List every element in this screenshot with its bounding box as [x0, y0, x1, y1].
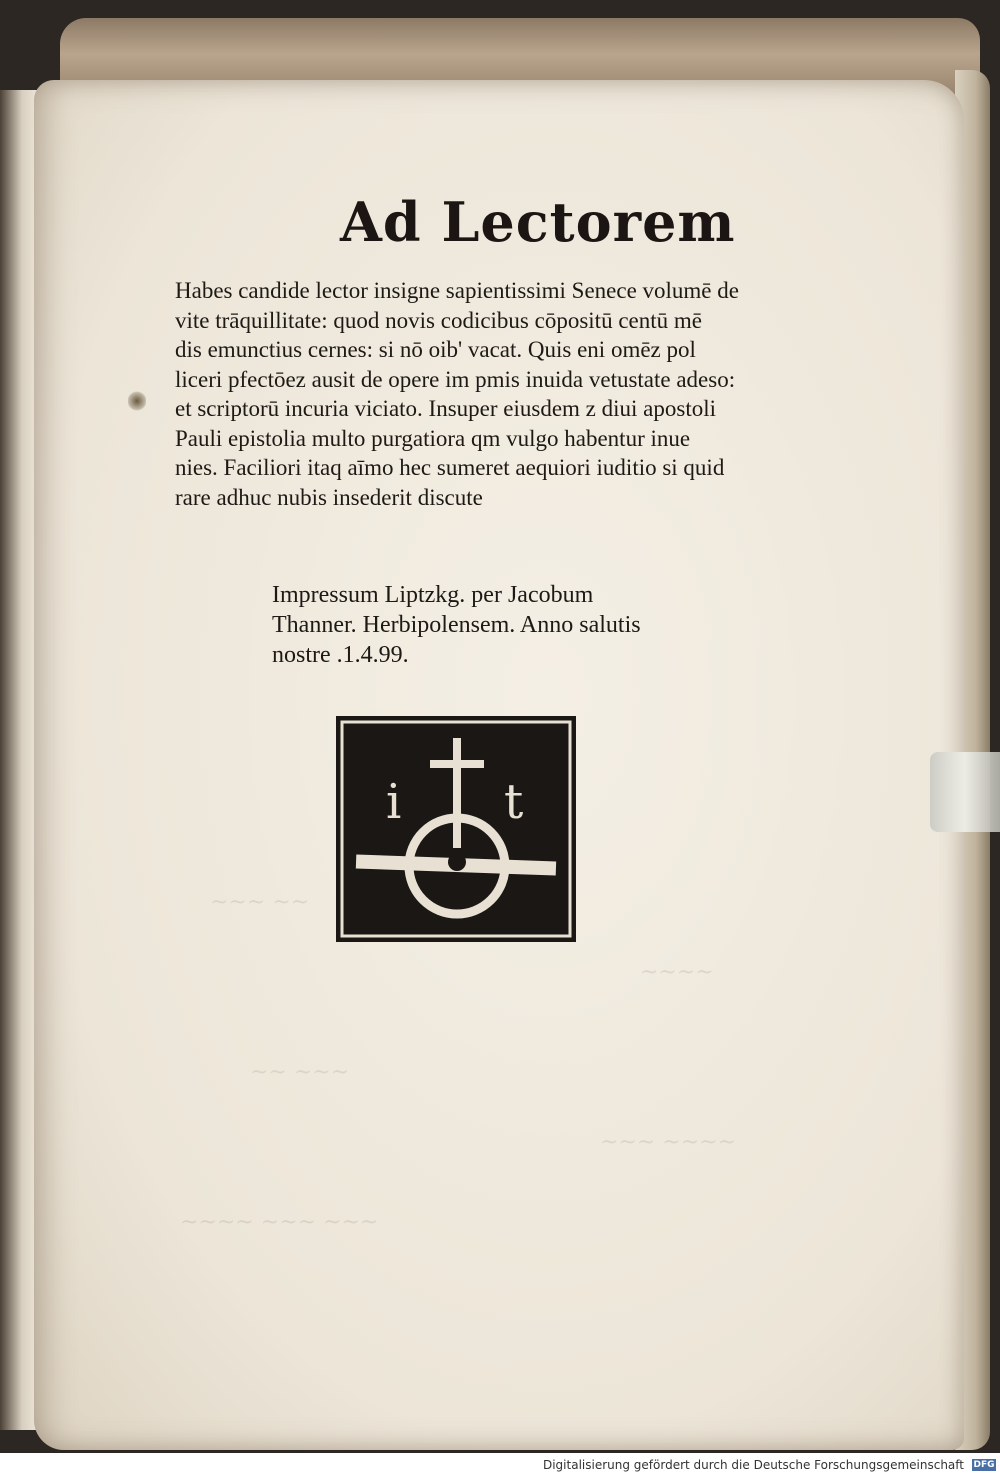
dfg-logo: DFG	[973, 1460, 995, 1470]
mark-letter-left: i	[386, 774, 402, 830]
mark-letter-right: t	[504, 774, 524, 830]
bleed-through-mark: ~~ ~~~	[250, 1060, 350, 1085]
text-line: vite trāquillitate: quod novis codicibus cōpositū centū mē	[175, 307, 702, 333]
page-heading: Ad Lectorem	[340, 190, 736, 254]
printers-mark	[336, 716, 576, 942]
body-paragraph	[175, 276, 815, 512]
colophon-line: Impressum Liptzkg. per Jacobum	[272, 582, 594, 608]
text-line: et scriptorū incuria viciato. Insuper eiusdem z diui apostoli	[175, 396, 716, 421]
text-line: rare adhuc nubis insederit discute	[175, 484, 483, 510]
ink-stain	[128, 390, 146, 412]
text-line: liceri pfectōez ausit de opere im pmis inuida vetustate adeso:	[175, 366, 736, 392]
colophon-line: Thanner. Herbipolensem. Anno salutis	[272, 612, 641, 638]
footer-credit: Digitalisierung gefördert durch die Deutsche Forschungsgemeinschaft	[542, 1458, 964, 1472]
bleed-through-mark: ~~~ ~~	[210, 890, 310, 915]
page-marker-tab	[930, 752, 1000, 832]
text-line: Habes candide lector insigne sapientissimi Senece volumē de	[175, 278, 739, 303]
printers-mark-woodcut	[336, 716, 576, 942]
bleed-through-mark: ~~~~ ~~~ ~~~	[180, 1210, 379, 1235]
bleed-through-mark: ~~~~	[640, 960, 714, 985]
colophon	[272, 580, 712, 670]
text-line: nies. Faciliori itaq aīmo hec sumeret aequiori iuditio si quid	[175, 455, 725, 480]
text-line: Pauli epistolia multo purgatiora qm vulgo habentur inue	[175, 425, 691, 451]
text-line: dis emunctius cernes: si nō oib' vacat. Quis eni omēz pol	[175, 337, 696, 362]
footer-bar	[0, 1453, 1000, 1477]
colophon-line: nostre .1.4.99.	[272, 642, 409, 668]
bleed-through-mark: ~~~ ~~~~	[600, 1130, 737, 1155]
